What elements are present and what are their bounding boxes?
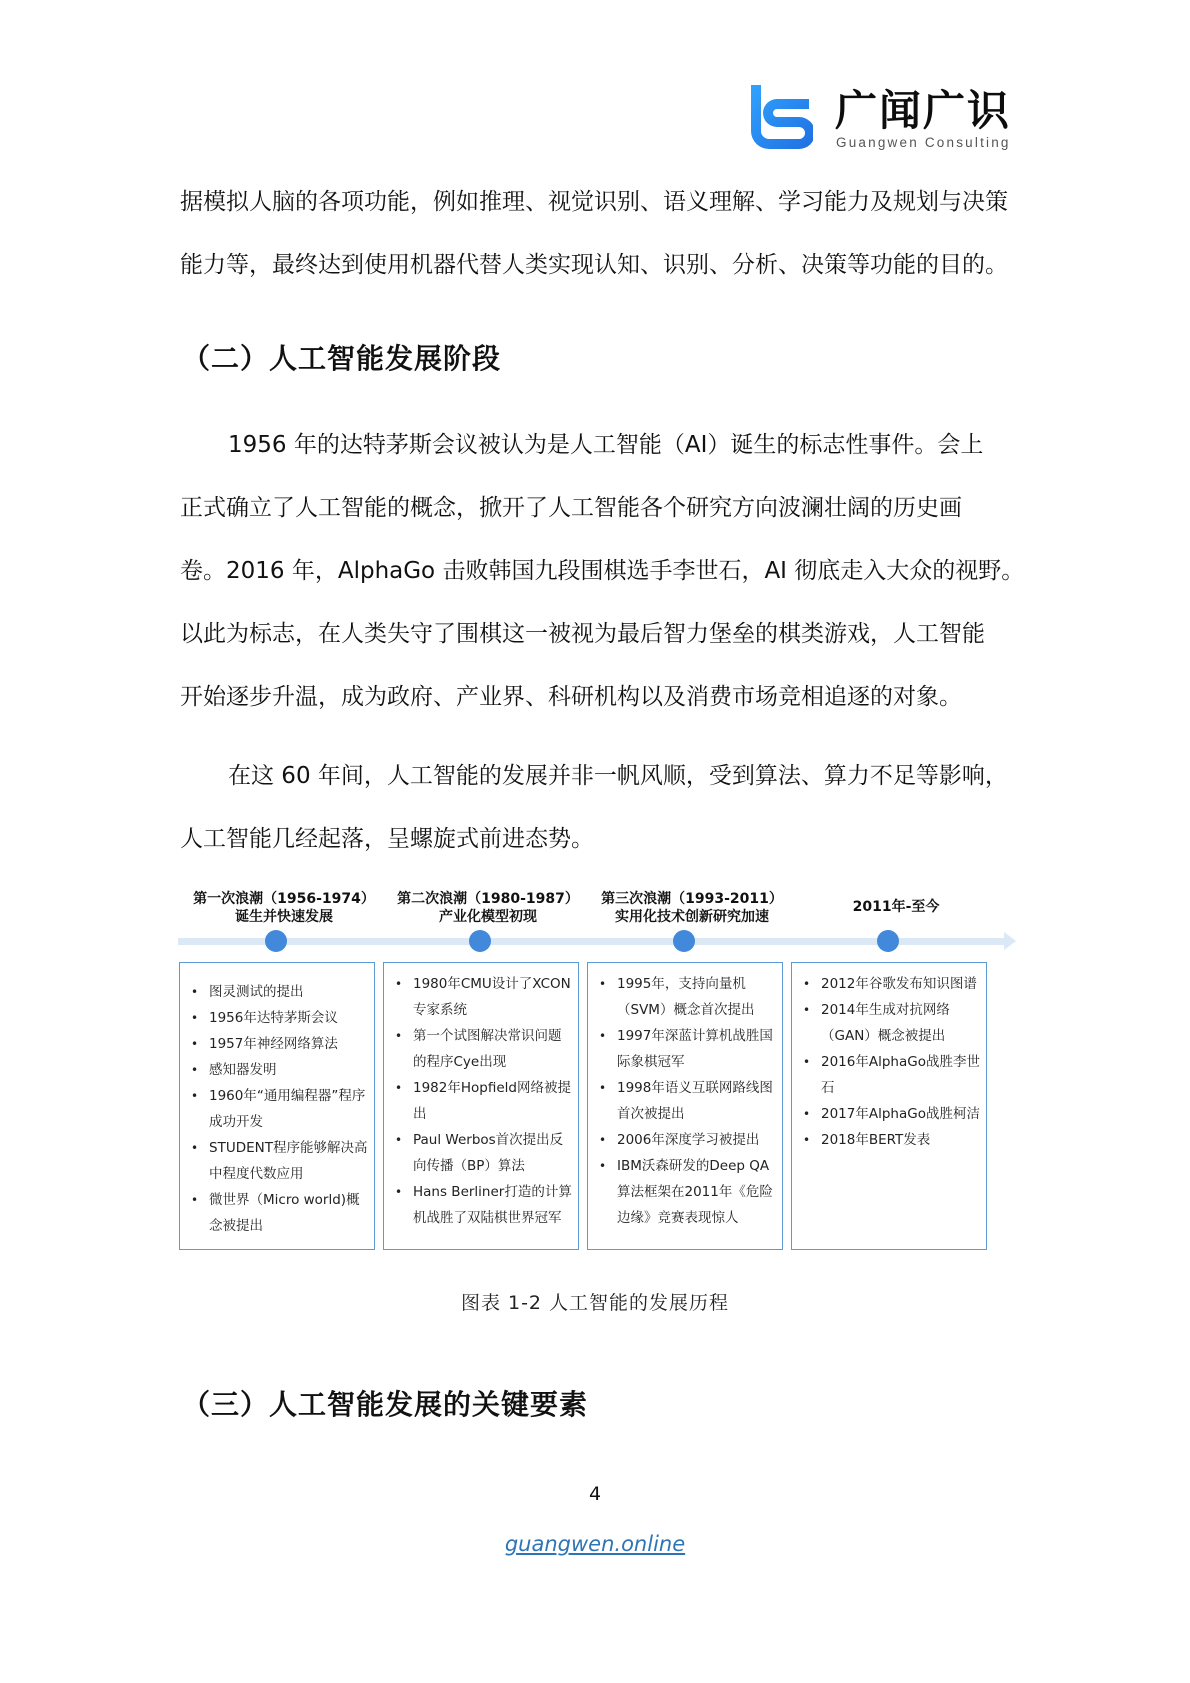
list-item: • 2014年生成对抗网络（GAN）概念被提出 bbox=[800, 997, 980, 1049]
timeline-dot-1 bbox=[265, 930, 287, 952]
text-line: 能力等，最终达到使用机器代替人类实现认知、识别、分析、决策等功能的目的。 bbox=[180, 252, 1008, 278]
text-line: 开始逐步升温，成为政府、产业界、科研机构以及消费市场竞相追逐的对象。 bbox=[180, 684, 962, 710]
text-line: 在这 60 年间，人工智能的发展并非一帆风顺，受到算法、算力不足等影响， bbox=[228, 763, 1008, 789]
logo-name-en: Guangwen Consulting bbox=[836, 135, 1011, 150]
ai-history-timeline bbox=[178, 890, 1016, 1260]
list-item: • 2016年AlphaGo战胜李世石 bbox=[800, 1049, 980, 1101]
wave-title-2: 第二次浪潮（1980-1987） 产业化模型初现 bbox=[397, 891, 579, 925]
timeline-dot-4 bbox=[877, 930, 899, 952]
page-number: 4 bbox=[588, 1483, 602, 1505]
timeline-dot-3 bbox=[673, 930, 695, 952]
list-item: • 2012年谷歌发布知识图谱 bbox=[800, 971, 980, 997]
wave-title-4: 2011年-至今 bbox=[852, 899, 940, 915]
wave-box-4 bbox=[791, 962, 987, 1250]
text-line: 卷。2016 年，AlphaGo 击败韩国九段围棋选手李世石，AI 彻底走入大众的视野。 bbox=[180, 558, 1025, 584]
section-heading-stages: （二）人工智能发展阶段 bbox=[182, 342, 502, 375]
list-item: • 感知器发明 bbox=[188, 1057, 368, 1083]
list-item: • 第一个试图解决常识问题的程序Cye出现 bbox=[392, 1023, 572, 1075]
list-item: • 1995年，支持向量机（SVM）概念首次提出 bbox=[596, 971, 776, 1023]
timeline-dot-2 bbox=[469, 930, 491, 952]
logo-mark-icon bbox=[747, 83, 813, 151]
list-item: • 2018年BERT发表 bbox=[800, 1127, 980, 1153]
list-item: • 1957年神经网络算法 bbox=[188, 1031, 368, 1057]
list-item: • 2017年AlphaGo战胜柯洁 bbox=[800, 1101, 980, 1127]
list-item: • 图灵测试的提出 bbox=[188, 979, 368, 1005]
list-item: • 微世界（Micro world)概念被提出 bbox=[188, 1187, 368, 1239]
text-line: 人工智能几经起落，呈螺旋式前进态势。 bbox=[180, 826, 594, 852]
text-line: 以此为标志，在人类失守了围棋这一被视为最后智力堡垒的棋类游戏，人工智能 bbox=[180, 621, 985, 647]
list-item: • 1998年语义互联网路线图首次被提出 bbox=[596, 1075, 776, 1127]
list-item: • 1956年达特茅斯会议 bbox=[188, 1005, 368, 1031]
text-line: 据模拟人脑的各项功能，例如推理、视觉识别、语义理解、学习能力及规划与决策 bbox=[180, 189, 1008, 215]
wave-title-3: 第三次浪潮（1993-2011） 实用化技术创新研究加速 bbox=[601, 891, 783, 925]
wave-box-3 bbox=[587, 962, 783, 1250]
company-logo bbox=[747, 83, 1017, 155]
figure-caption: 图表 1-2 人工智能的发展历程 bbox=[460, 1292, 730, 1314]
list-item: • STUDENT程序能够解决高中程度代数应用 bbox=[188, 1135, 368, 1187]
stages-paragraph-2 bbox=[180, 745, 1040, 871]
wave-box-2 bbox=[383, 962, 579, 1250]
list-item: • 1982年Hopfield网络被提出 bbox=[392, 1075, 572, 1127]
list-item: • Paul Werbos首次提出反向传播（BP）算法 bbox=[392, 1127, 572, 1179]
wave-box-1 bbox=[179, 962, 375, 1250]
list-item: • Hans Berliner打造的计算机战胜了双陆棋世界冠军 bbox=[392, 1179, 572, 1231]
stages-paragraph-1 bbox=[180, 414, 1040, 729]
list-item: • 1980年CMU设计了XCON专家系统 bbox=[392, 971, 572, 1023]
list-item: • 1997年深蓝计算机战胜国际象棋冠军 bbox=[596, 1023, 776, 1075]
text-line: 正式确立了人工智能的概念，掀开了人工智能各个研究方向波澜壮阔的历史画 bbox=[180, 495, 962, 521]
intro-paragraph bbox=[180, 171, 1040, 297]
list-item: • 1960年“通用编程器”程序成功开发 bbox=[188, 1083, 368, 1135]
text-line: 1956 年的达特茅斯会议被认为是人工智能（AI）诞生的标志性事件。会上 bbox=[228, 432, 984, 458]
list-item: • IBM沃森研发的Deep QA算法框架在2011年《危险边缘》竞赛表现惊人 bbox=[596, 1153, 776, 1231]
footer-website-link[interactable]: guangwen.online bbox=[504, 1532, 686, 1556]
logo-name-cn: 广闻广识 bbox=[835, 86, 1012, 135]
section-heading-key-elements: （三）人工智能发展的关键要素 bbox=[182, 1388, 589, 1421]
list-item: • 2006年深度学习被提出 bbox=[596, 1127, 776, 1153]
wave-title-1: 第一次浪潮（1956-1974） 诞生并快速发展 bbox=[193, 891, 375, 925]
timeline-arrow-icon bbox=[1004, 932, 1016, 950]
